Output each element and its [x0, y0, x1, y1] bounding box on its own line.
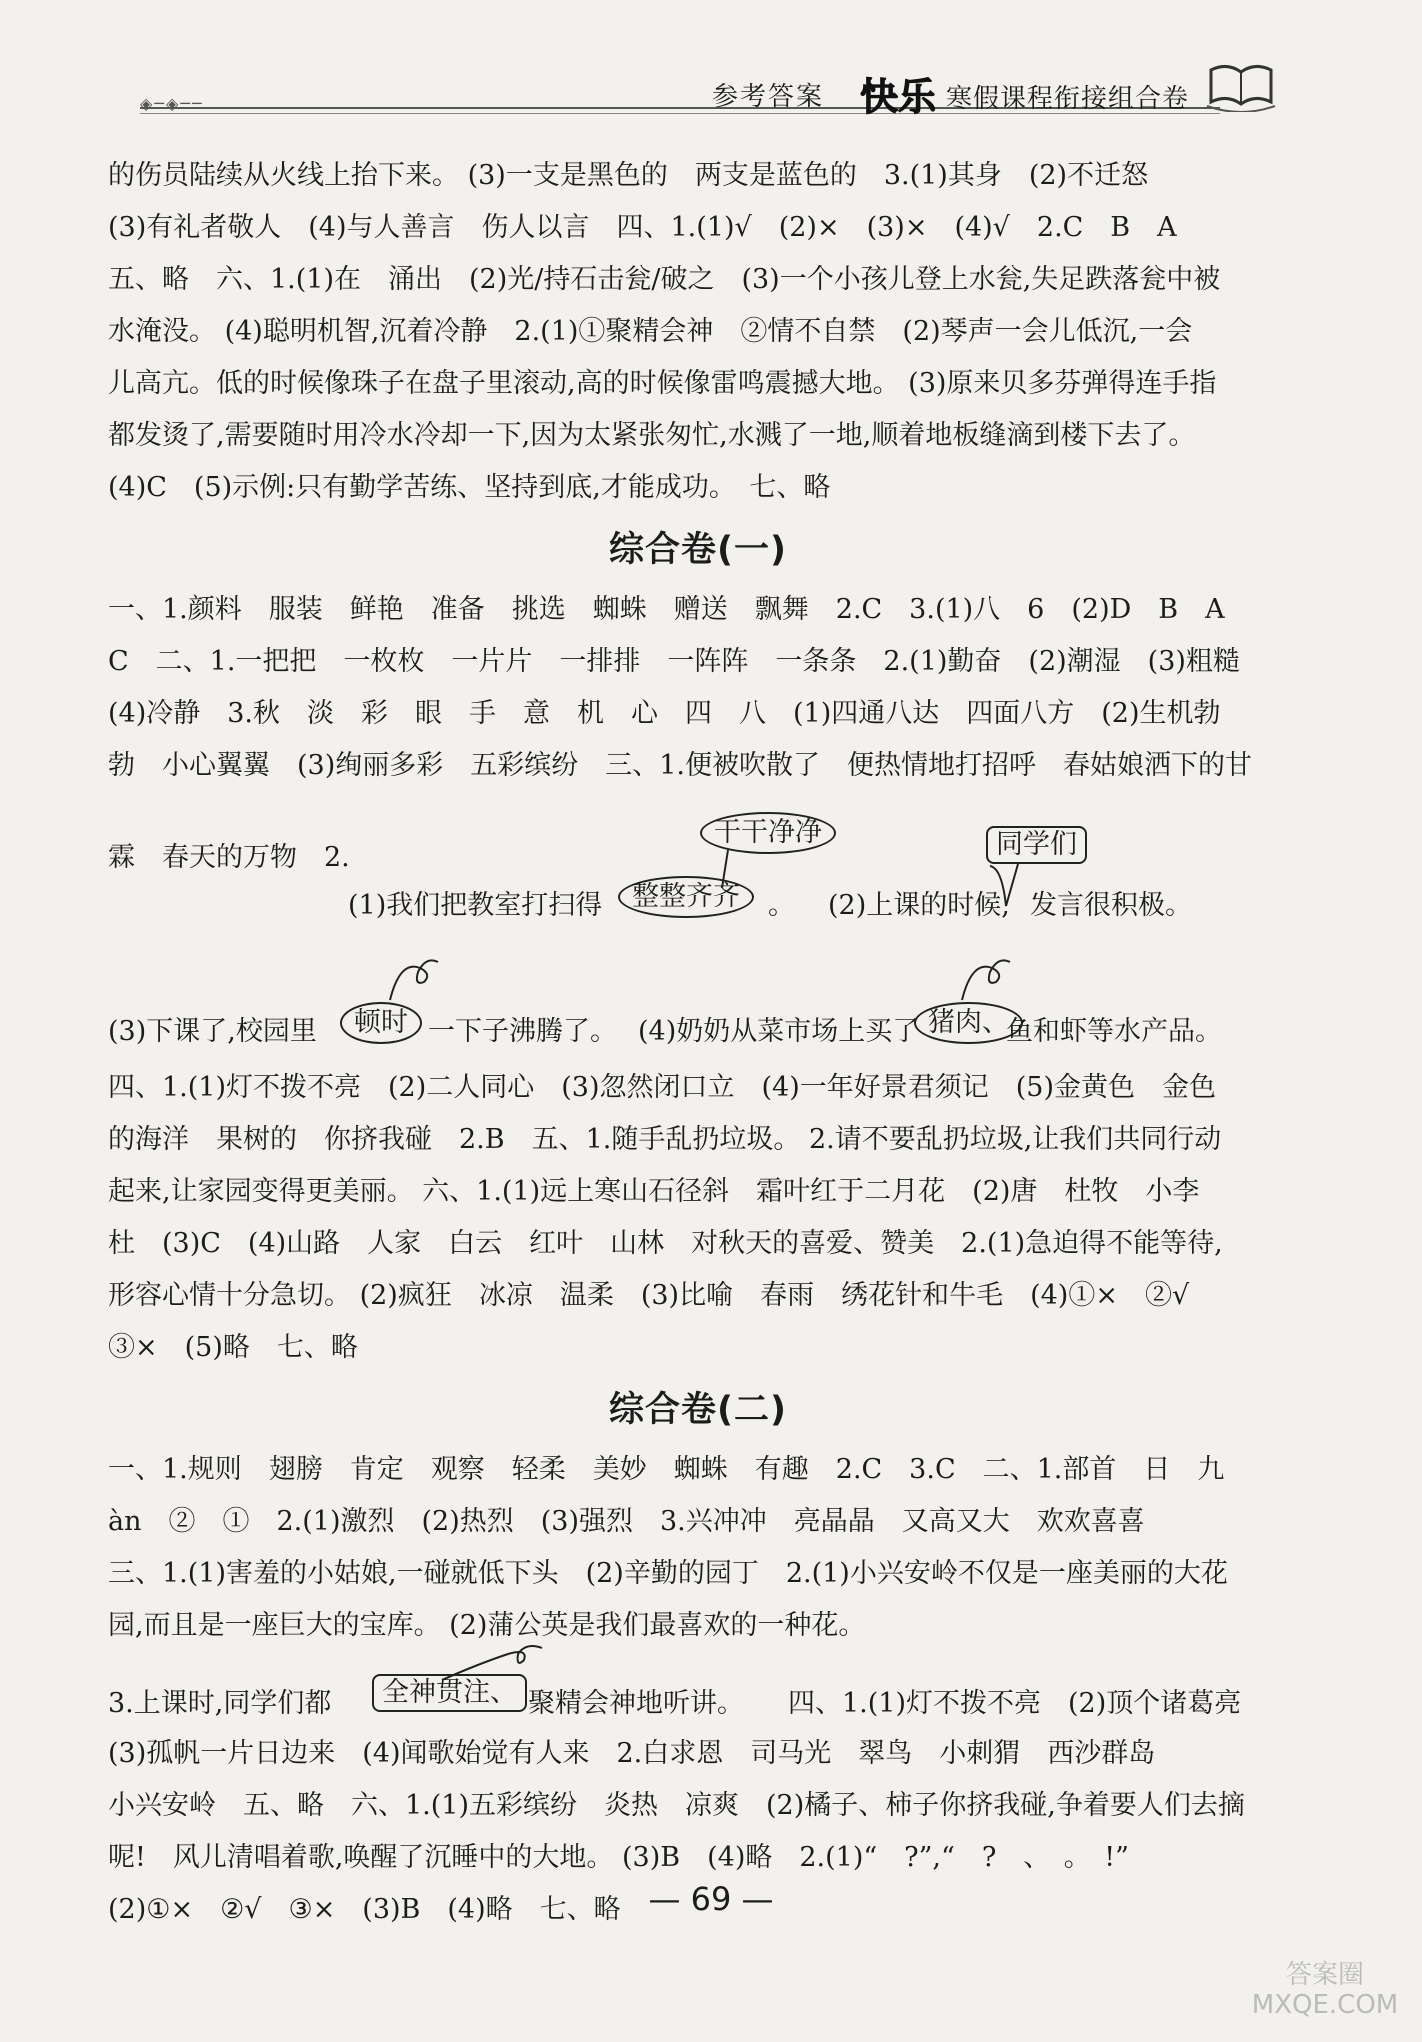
text-line: 勃 小心翼翼 (3)绚丽多彩 五彩缤纷 三、1.便被吹散了 便热情地打招呼 春姑娘洒下的甘: [108, 750, 1253, 781]
text-line: 园,而且是一座巨大的宝库。 (2)蒲公英是我们最喜欢的一种花。: [108, 1610, 866, 1641]
watermark-logo: 答案圈 MXQE.COM: [1251, 1960, 1399, 2020]
section-title-2: 综合卷(二): [609, 1390, 787, 1430]
section-title-1: 综合卷(一): [609, 530, 787, 570]
insert-word-box: 同学们: [986, 826, 1087, 864]
circled-word: 整整齐齐: [618, 876, 754, 918]
insert-word-bubble: 干干净净: [700, 812, 836, 854]
page-header: [0, 0, 1422, 150]
sentence-2-prefix: (2)上课的时候,: [828, 890, 1010, 921]
text-line: 三、1.(1)害羞的小姑娘,一碰就低下头 (2)辛勤的园丁 2.(1)小兴安岭不仅是一座美丽的大花: [108, 1558, 1228, 1589]
text-line: 都发烫了,需要随时用冷水冷却一下,因为太紧张匆忙,水溅了一地,顺着地板缝滴到楼下去了。: [108, 420, 1196, 451]
text-line: 儿高亢。低的时候像珠子在盘子里滚动,高的时候像雷鸣震撼大地。 (3)原来贝多芬弹得连手指: [108, 368, 1217, 399]
sentence-1-end: 。: [768, 890, 795, 921]
reference-answer-label: 参考答案: [712, 82, 825, 112]
text-line: 一、1.颜料 服装 鲜艳 准备 挑选 蜘蛛 赠送 飘舞 2.C 3.(1)八 6 (2)D B A: [108, 594, 1225, 625]
text-line: àn ② ① 2.(1)激烈 (2)热烈 (3)强烈 3.兴冲冲 亮晶晶 又高又大 欢欢喜喜: [108, 1506, 1145, 1537]
text-line: ③× (5)略 七、略: [108, 1332, 358, 1363]
sentence-4-suffix: 鱼和虾等水产品。: [1006, 1016, 1222, 1047]
text-line: (3)有礼者敬人 (4)与人善言 伤人以言 四、1.(1)√ (2)× (3)× (4)√ 2.C B A: [108, 212, 1177, 243]
text-line: (2)①× ②√ ③× (3)B (4)略 七、略: [108, 1894, 621, 1925]
delete-mark: [958, 952, 1018, 1002]
sentence-4-prefix: (4)奶奶从菜市场上买了: [638, 1016, 920, 1047]
text-line: (4)C (5)示例:只有勤学苦练、坚持到底,才能成功。 七、略: [108, 472, 831, 503]
brand-name: 快乐: [860, 74, 937, 119]
sentence-5-prefix: 3.上课时,同学们都: [108, 1688, 332, 1719]
sentence-3-prefix: (3)下课了,校园里: [108, 1016, 317, 1047]
diagram-line-start: 霖 春天的万物 2.: [108, 842, 350, 873]
text-line: 的海洋 果树的 你挤我碰 2.B 五、1.随手乱扔垃圾。 2.请不要乱扔垃圾,让我们共同行动: [108, 1124, 1222, 1155]
section-2-answers: [108, 1444, 1288, 1936]
text-line: (4)冷静 3.秋 淡 彩 眼 手 意 机 心 四 八 (1)四通八达 四面八方 (2)生机勃: [108, 698, 1221, 729]
delete-mark: [386, 952, 446, 1002]
text-line: 小兴安岭 五、略 六、1.(1)五彩缤纷 炎热 凉爽 (2)橘子、柿子你挤我碰,争着要人们去摘: [108, 1790, 1245, 1821]
text-line: 的伤员陆续从火线上抬下来。 (3)一支是黑色的 两支是蓝色的 3.(1)其身 (2)不迁怒: [108, 160, 1149, 191]
text-line: C 二、1.一把把 一枚枚 一片片 一排排 一阵阵 一条条 2.(1)勤奋 (2)潮湿 (3)粗糙: [108, 646, 1240, 677]
text-line: 呢! 风儿清唱着歌,唤醒了沉睡中的大地。 (3)B (4)略 2.(1)“ ?”,“ ? 、 。 !”: [108, 1842, 1129, 1873]
text-line: 四、1.(1)灯不拨不亮 (2)二人同心 (3)忽然闭口立 (4)一年好景君须记 (5)金黄色 金色: [108, 1072, 1216, 1103]
revision-marks-diagram: [108, 792, 1288, 992]
header-ornament: ◈─◈──: [140, 94, 204, 113]
text-line: 水淹没。 (4)聪明机智,沉着冷静 2.(1)①聚精会神 ②情不自禁 (2)琴声一会儿低沉,一会: [108, 316, 1193, 347]
sentence-3-suffix: 一下子沸腾了。: [428, 1016, 617, 1047]
text-line: 形容心情十分急切。 (2)疯狂 冰凉 温柔 (3)比喻 春雨 绣花针和牛毛 (4)①× ②√: [108, 1280, 1190, 1311]
top-answers: [108, 150, 1288, 514]
deleted-word-circle: 猪肉、: [914, 1002, 1023, 1044]
open-book-icon: [1205, 56, 1277, 112]
deleted-word-box: 全神贯注、: [372, 1674, 527, 1712]
deleted-word-circle: 顿时: [340, 1002, 422, 1044]
series-title: 寒假课程衔接组合卷: [946, 84, 1190, 114]
answer-content: [108, 150, 1288, 1936]
text-line: 一、1.规则 翅膀 肯定 观察 轻柔 美妙 蜘蛛 有趣 2.C 3.C 二、1.部首 日 九: [108, 1454, 1225, 1485]
text-line: 五、略 六、1.(1)在 涌出 (2)光/持石击瓮/破之 (3)一个小孩儿登上水瓮,失足跌落瓮中被: [108, 264, 1221, 295]
text-line: 起来,让家园变得更美丽。 六、1.(1)远上寒山石径斜 霜叶红于二月花 (2)唐 杜牧 小李: [108, 1176, 1200, 1207]
text-line: 杜 (3)C (4)山路 人家 白云 红叶 山林 对秋天的喜爱、赞美 2.(1)急迫得不能等待,: [108, 1228, 1223, 1259]
text-line: (3)孤帆一片日边来 (4)闻歌始觉有人来 2.白求恩 司马光 翠鸟 小刺猬 西沙群岛: [108, 1738, 1156, 1769]
sentence-5-suffix: 聚精会神地听讲。: [528, 1688, 744, 1719]
sentence-1-prefix: (1)我们把教室打扫得: [348, 890, 603, 921]
section-1-answers: [108, 584, 1288, 1374]
revision-marks-line-2: [108, 992, 1288, 1062]
revision-marks-line-3: [108, 1652, 1288, 1728]
sentence-2-suffix: 发言很积极。: [1030, 890, 1192, 921]
sentence-5-after: 四、1.(1)灯不拨不亮 (2)顶个诸葛亮: [788, 1688, 1242, 1719]
page-number: — 69 —: [648, 1880, 774, 1918]
